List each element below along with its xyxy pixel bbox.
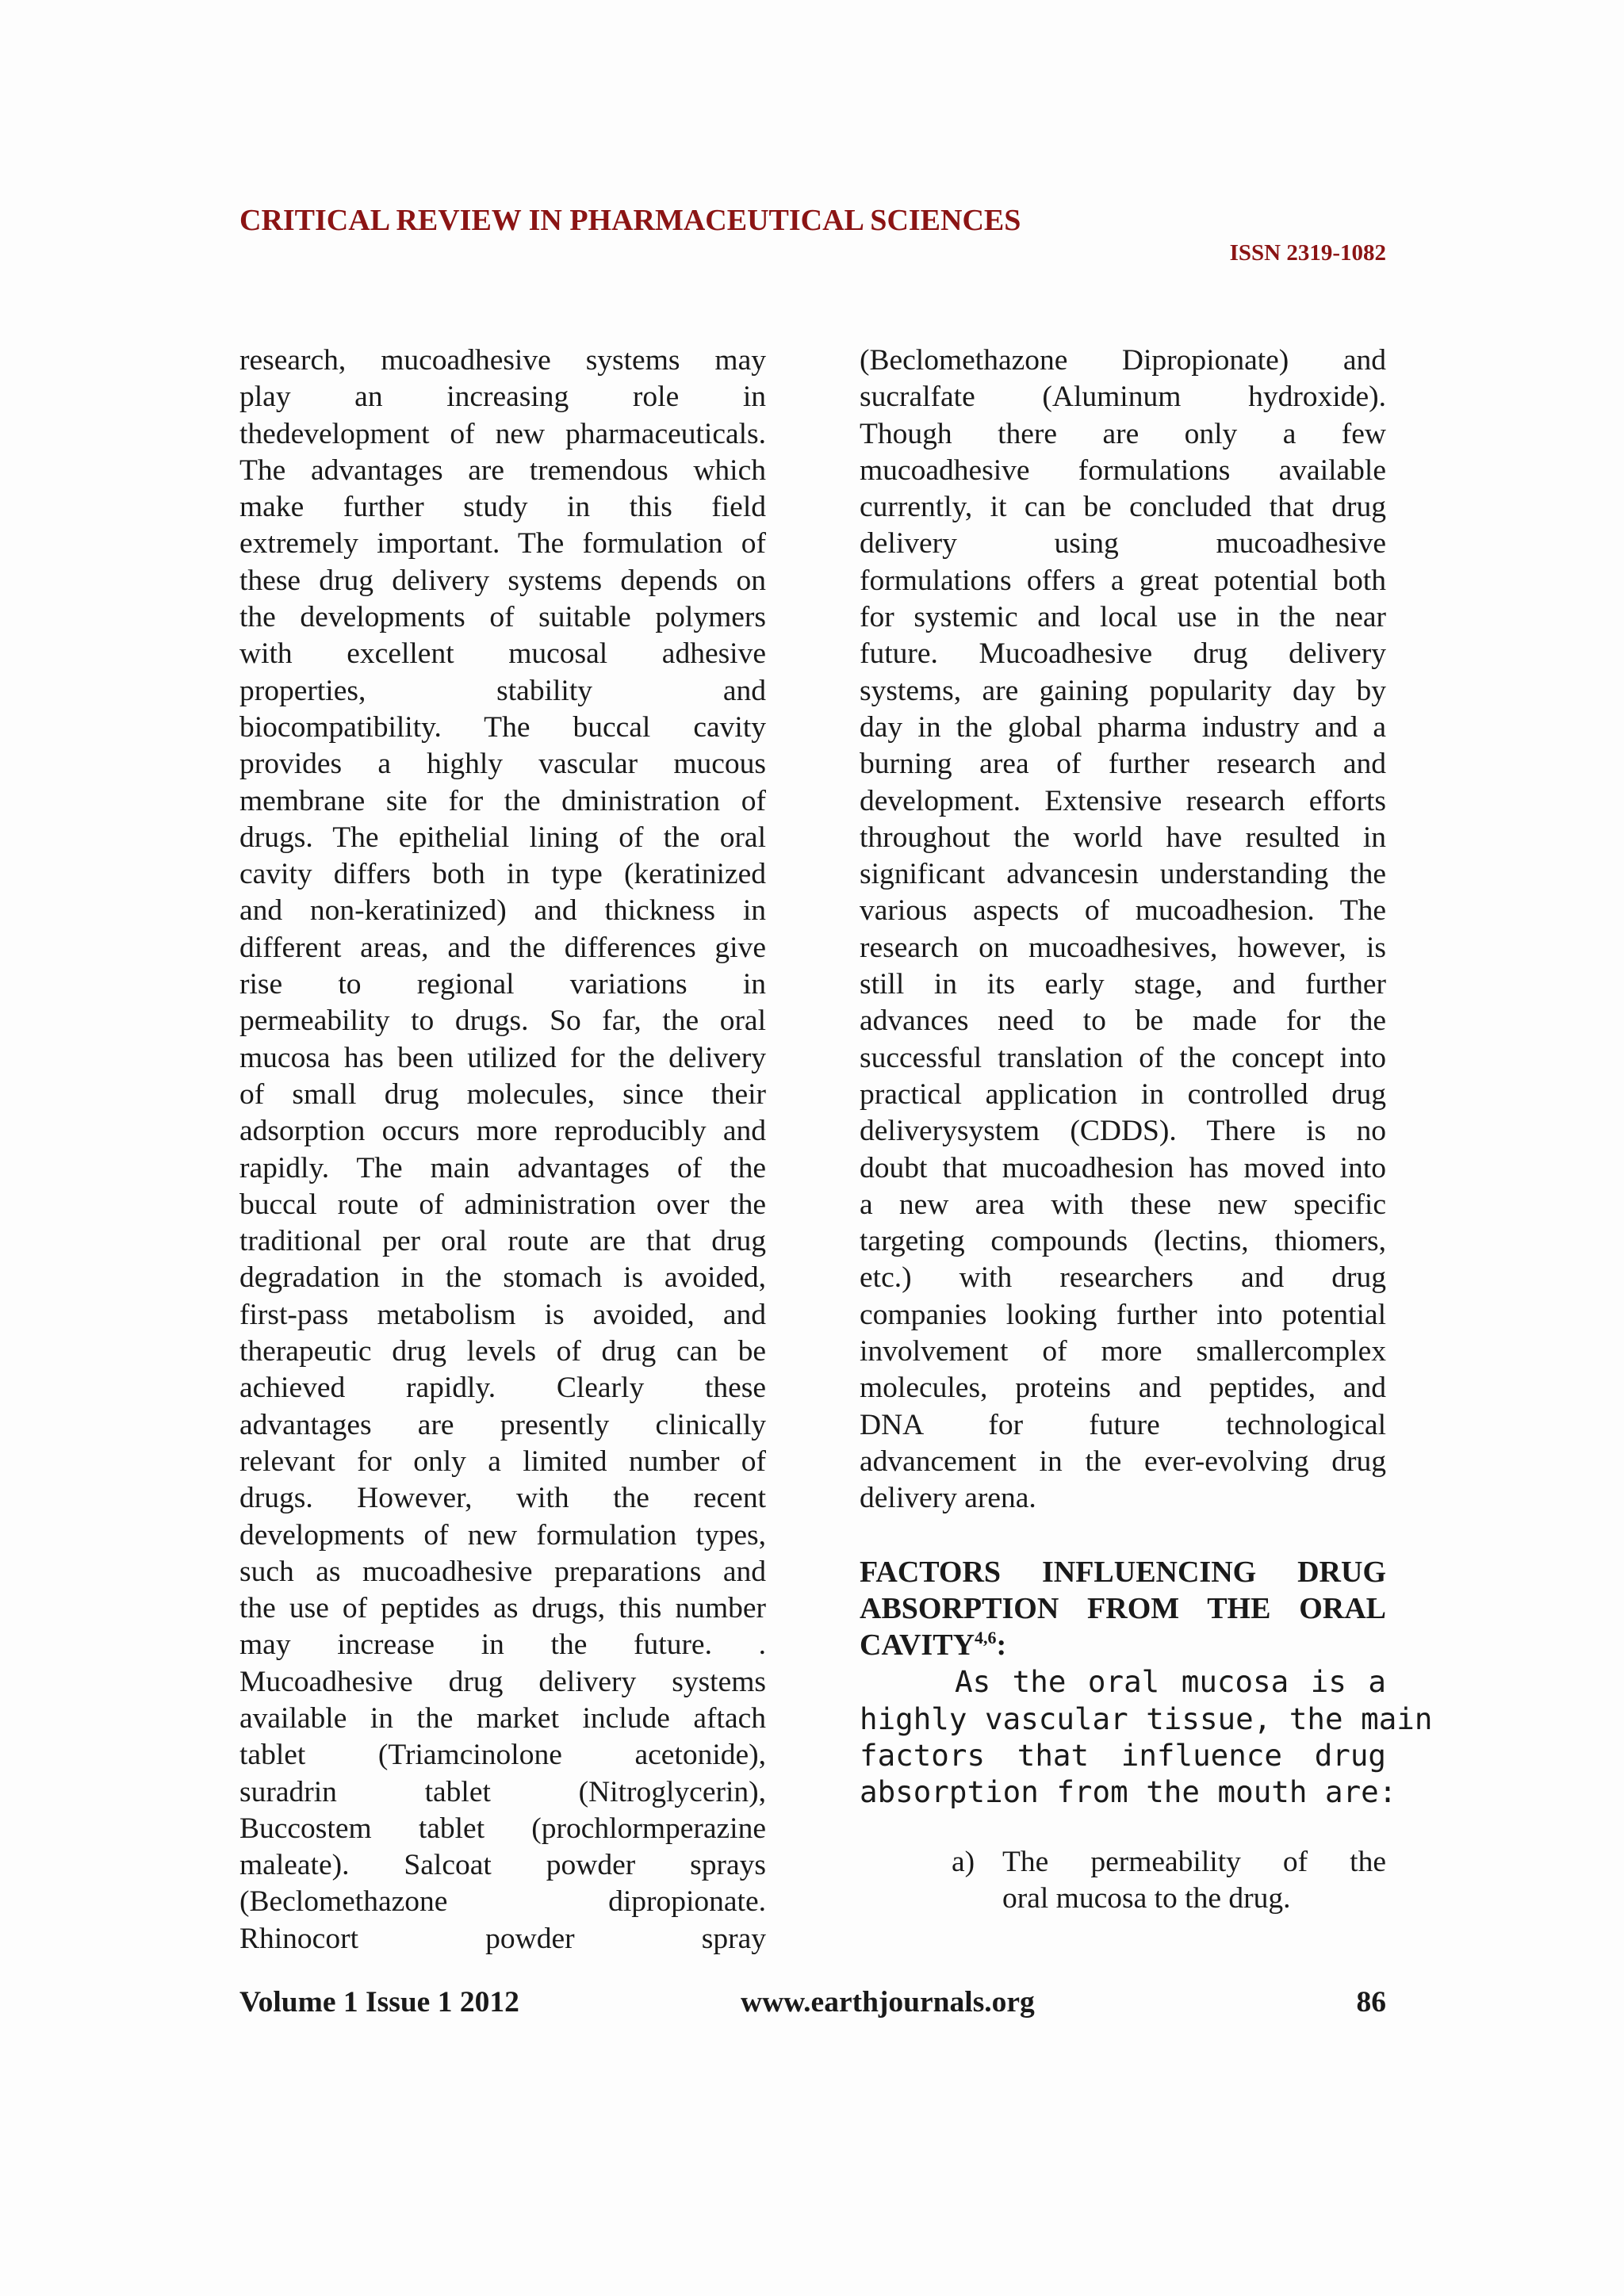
text-line: DNA for future technological	[860, 1408, 1386, 1441]
text-line: play an increasing role in	[239, 381, 766, 414]
text-line: systems, are gaining popularity day by	[860, 674, 1386, 707]
text-line: various aspects of mucoadhesion. The	[860, 894, 1386, 928]
left-column-body	[239, 342, 766, 1957]
text-line: traditional per oral route are that drug	[239, 1225, 766, 1258]
text-line: membrane site for the dministration of	[239, 784, 766, 817]
text-line: advancement in the ever-evolving drug	[860, 1445, 1386, 1478]
text-line: still in its early stage, and further	[860, 968, 1386, 1001]
heading-line: ABSORPTION FROM THE ORAL	[860, 1591, 1386, 1625]
issn-number: ISSN 2319-1082	[1229, 240, 1386, 266]
text-line: buccal route of administration over the	[239, 1188, 766, 1221]
text-line: etc.) with researchers and drug	[860, 1261, 1386, 1295]
footer-url[interactable]: www.earthjournals.org	[741, 1986, 1035, 2019]
right-column	[860, 342, 1433, 1917]
footer-volume: Volume 1 Issue 1 2012	[239, 1986, 519, 2019]
heading-colon: :	[996, 1628, 1007, 1663]
heading-line: FACTORS INFLUENCING DRUG	[860, 1555, 1386, 1589]
text-line: mucosa has been utilized for the delivery	[239, 1041, 766, 1074]
page-number: 86	[1356, 1986, 1386, 2019]
text-line: throughout the world have resulted in	[860, 821, 1386, 854]
section-heading	[860, 1554, 1386, 1664]
text-line: may increase in the future. .	[239, 1628, 766, 1662]
text-line: companies looking further into potential	[860, 1298, 1386, 1331]
text-line: therapeutic drug levels of drug can be	[239, 1335, 766, 1368]
text-line: successful translation of the concept into	[860, 1041, 1386, 1074]
text-line: with excellent mucosal adhesive	[239, 637, 766, 671]
text-line: advances need to be made for the	[860, 1004, 1386, 1038]
text-line: different areas, and the differences give	[239, 931, 766, 964]
journal-title: CRITICAL REVIEW IN PHARMACEUTICAL SCIENCES	[239, 204, 1021, 237]
text-line: currently, it can be concluded that drug	[860, 491, 1386, 524]
text-line: highly vascular tissue, the main	[860, 1701, 1433, 1736]
text-line: the developments of suitable polymers	[239, 601, 766, 634]
text-line: of small drug molecules, since their	[239, 1077, 766, 1111]
text-line: doubt that mucoadhesion has moved into	[860, 1151, 1386, 1184]
text-line: such as mucoadhesive preparations and	[239, 1555, 766, 1588]
text-line: advantages are presently clinically	[239, 1408, 766, 1441]
text-line: deliverysystem (CDDS). There is no	[860, 1115, 1386, 1148]
text-line: available in the market include aftach	[239, 1701, 766, 1735]
text-line: biocompatibility. The buccal cavity	[239, 710, 766, 744]
text-line: significant advancesin understanding the	[860, 858, 1386, 891]
text-line: Rhinocort powder spray	[239, 1922, 766, 1955]
text-line: development. Extensive research efforts	[860, 784, 1386, 817]
text-line: burning area of further research and	[860, 748, 1386, 781]
text-line: drugs. However, with the recent	[239, 1482, 766, 1515]
text-line: Buccostem tablet (prochlormperazine	[239, 1812, 766, 1845]
text-line: tablet (Triamcinolone acetonide),	[239, 1739, 766, 1772]
text-line: (Beclomethazone Dipropionate) and	[860, 344, 1386, 377]
text-line: day in the global pharma industry and a	[860, 710, 1386, 744]
text-line: rise to regional variations in	[239, 968, 766, 1001]
text-line: factors that influence drug	[860, 1737, 1386, 1773]
text-line: The permeability of the	[1002, 1845, 1386, 1878]
text-line: Mucoadhesive drug delivery systems	[239, 1665, 766, 1698]
text-line: developments of new formulation types,	[239, 1518, 766, 1552]
heading-line	[860, 1627, 1386, 1663]
text-line: (Beclomethazone dipropionate.	[239, 1885, 766, 1919]
text-line: oral mucosa to the drug.	[1002, 1881, 1291, 1915]
text-line: degradation in the stomach is avoided,	[239, 1261, 766, 1295]
text-line: involvement of more smallercomplex	[860, 1335, 1386, 1368]
text-line: research, mucoadhesive systems may	[239, 344, 766, 377]
text-line: provides a highly vascular mucous	[239, 748, 766, 781]
text-line: thedevelopment of new pharmaceuticals.	[239, 417, 766, 450]
text-line: As the oral mucosa is a	[955, 1664, 1386, 1700]
text-line: extremely important. The formulation of	[239, 527, 766, 561]
text-line: maleate). Salcoat powder sprays	[239, 1849, 766, 1882]
heading-text: CAVITY	[860, 1628, 975, 1663]
text-line: delivery using mucoadhesive	[860, 527, 1386, 561]
list-item-text	[1002, 1844, 1386, 1918]
text-line: drugs. The epithelial lining of the oral	[239, 821, 766, 854]
intro-paragraph	[860, 1663, 1433, 1810]
text-line: mucoadhesive formulations available	[860, 453, 1386, 487]
text-line: sucralfate (Aluminum hydroxide).	[860, 381, 1386, 414]
text-line: delivery arena.	[860, 1482, 1036, 1515]
text-line: rapidly. The main advantages of the	[239, 1151, 766, 1184]
text-line: targeting compounds (lectins, thiomers,	[860, 1225, 1386, 1258]
text-line: these drug delivery systems depends on	[239, 564, 766, 597]
text-line: Though there are only a few	[860, 417, 1386, 450]
left-column	[239, 342, 766, 1957]
factor-list	[860, 1844, 1386, 1918]
text-line: and non-keratinized) and thickness in	[239, 894, 766, 928]
text-line: adsorption occurs more reproducibly and	[239, 1115, 766, 1148]
text-line: absorption from the mouth are:	[860, 1774, 1397, 1810]
text-line: research on mucoadhesives, however, is	[860, 931, 1386, 964]
text-line: The advantages are tremendous which	[239, 453, 766, 487]
text-line: achieved rapidly. Clearly these	[239, 1372, 766, 1405]
text-line: relevant for only a limited number of	[239, 1445, 766, 1478]
text-line: for systemic and local use in the near	[860, 601, 1386, 634]
text-line: molecules, proteins and peptides, and	[860, 1372, 1386, 1405]
text-line: suradrin tablet (Nitroglycerin),	[239, 1775, 766, 1808]
text-line: permeability to drugs. So far, the oral	[239, 1004, 766, 1038]
text-line: cavity differs both in type (keratinized	[239, 858, 766, 891]
text-line: formulations offers a great potential both	[860, 564, 1386, 597]
citation-superscript: 4,6	[975, 1628, 997, 1648]
text-line: future. Mucoadhesive drug delivery	[860, 637, 1386, 671]
text-line: a new area with these new specific	[860, 1188, 1386, 1221]
right-column-body	[860, 342, 1386, 1517]
text-line: first-pass metabolism is avoided, and	[239, 1298, 766, 1331]
text-line: properties, stability and	[239, 674, 766, 707]
text-line: the use of peptides as drugs, this number	[239, 1592, 766, 1625]
text-line: practical application in controlled drug	[860, 1077, 1386, 1111]
text-line: make further study in this field	[239, 491, 766, 524]
list-marker: a)	[952, 1845, 975, 1878]
list-item	[952, 1844, 1386, 1918]
